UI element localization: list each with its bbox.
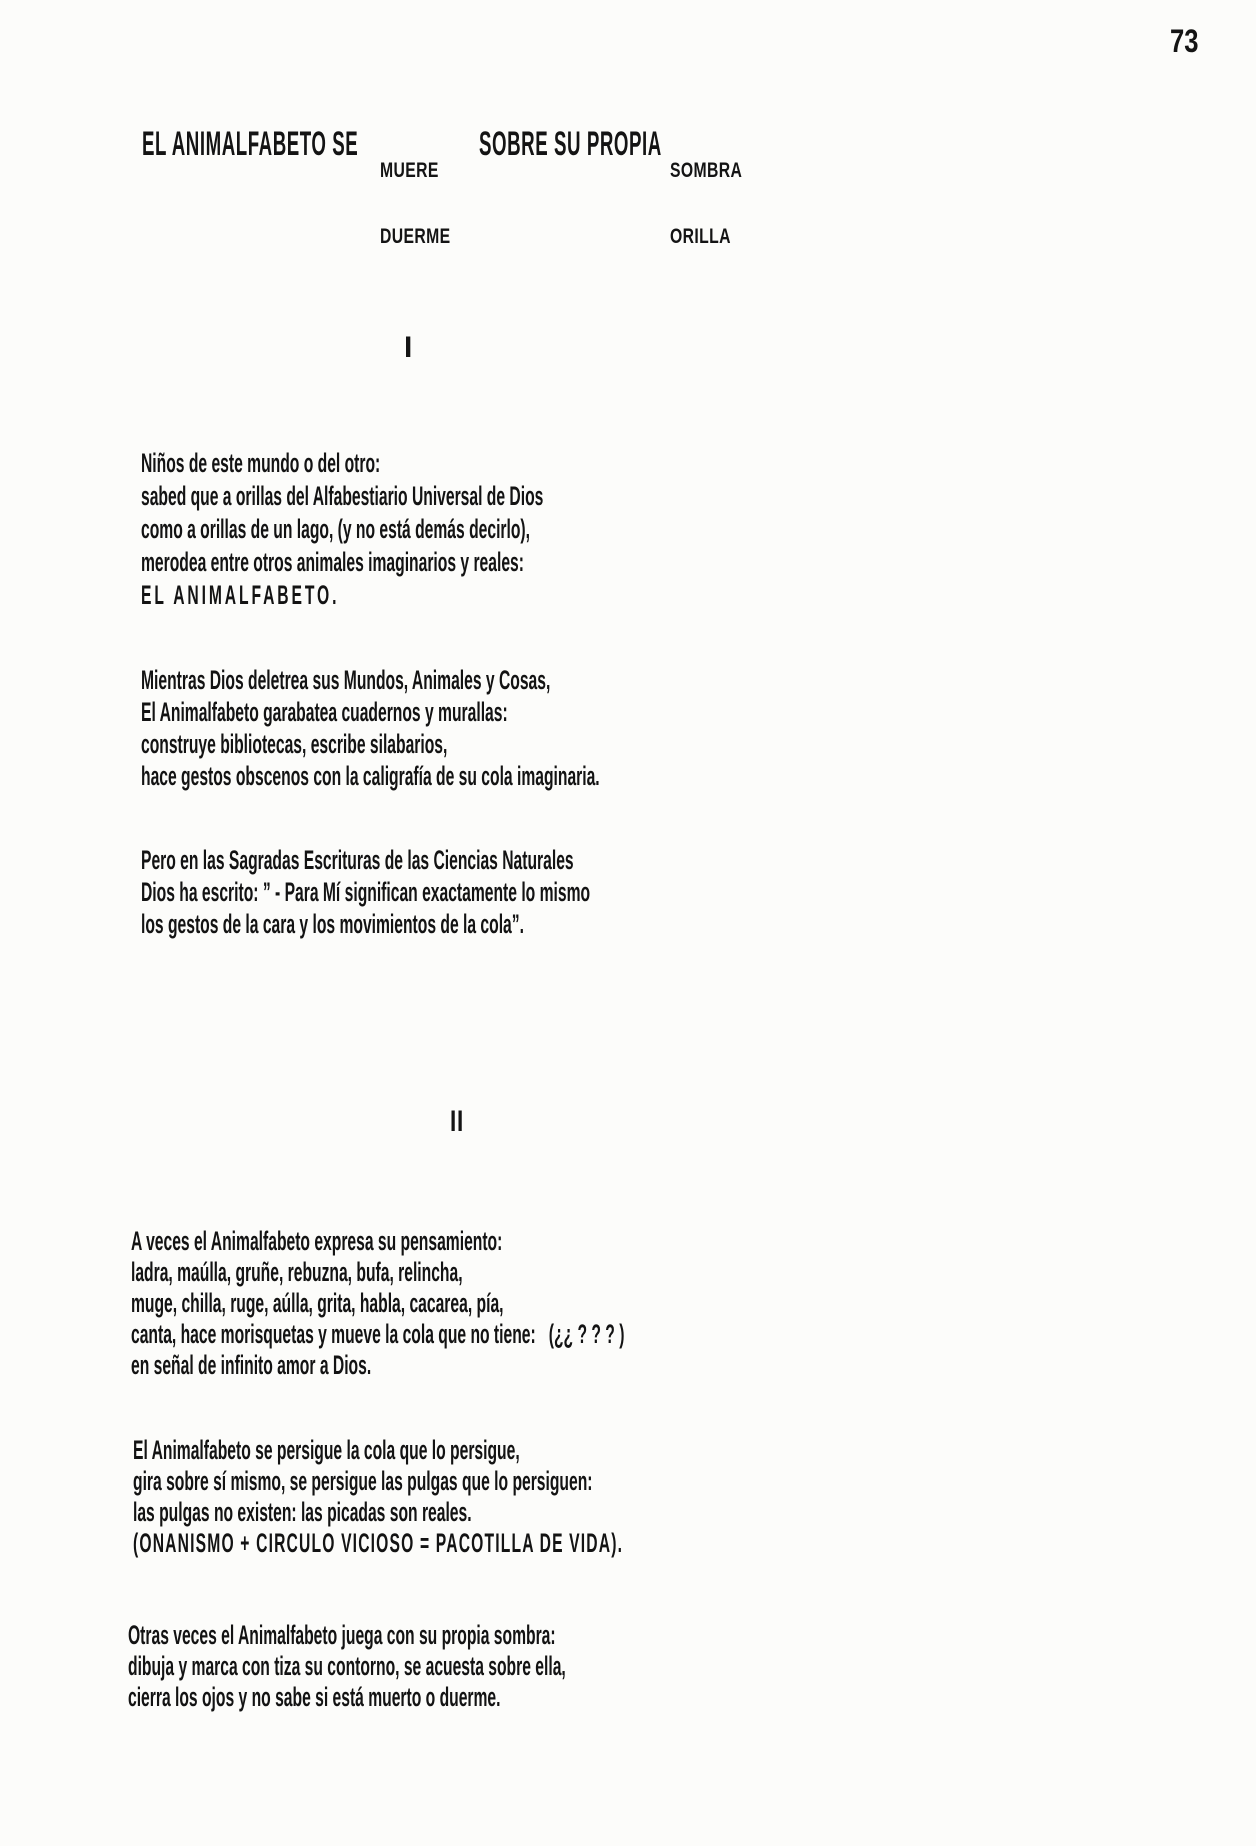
title-stacked-words-2 [670,116,742,292]
title-part-2: SOBRE SU PROPIA [479,125,662,163]
title-stack-word: SOMBRA [670,159,743,182]
stanza-4 [131,1226,624,1381]
poem-line: cierra los ojos y no sabe si está muerto o duerme. [128,1682,501,1712]
poem-line: canta, hace morisquetas y mueve la cola que no tiene: (¿¿ ? ? ? ) [131,1319,625,1349]
poem-line: muge, chilla, ruge, aúlla, grita, habla, cacarea, pía, [131,1288,504,1318]
poem-line: Pero en las Sagradas Escrituras de las Ciencias Naturales [141,845,574,875]
title-stack-word: MUERE [380,159,439,182]
stanza-5 [133,1435,623,1559]
title-stack-word: DUERME [380,225,451,248]
poem-line: los gestos de la cara y los movimientos de la cola”. [141,909,524,939]
poem-line: como a orillas de un lago, (y no está demás decirlo), [141,514,530,544]
title-stacked-words-1 [380,116,451,292]
section-marker-1: I [404,331,413,364]
poem-line: El Animalfabeto se persigue la cola que lo persigue, [133,1435,520,1465]
page-number: 73 [1170,23,1199,59]
poem-line: merodea entre otros animales imaginarios y reales: [141,547,524,577]
title-stack-word: ORILLA [670,225,731,248]
poem-line: gira sobre sí mismo, se persigue las pulgas que lo persiguen: [133,1466,593,1496]
poem-line: construye bibliotecas, escribe silabarios, [141,729,448,759]
section-marker-2: II [450,1105,465,1138]
poem-line: ladra, maúlla, gruñe, rebuzna, bufa, relincha, [131,1257,463,1287]
title-part-1: EL ANIMALFABETO SE [142,125,359,163]
poem-line: Niños de este mundo o del otro: [141,448,381,478]
poem-line: (ONANISMO + CIRCULO VICIOSO = PACOTILLA DE VIDA). [133,1528,624,1558]
poem-line: dibuja y marca con tiza su contorno, se acuesta sobre ella, [128,1651,566,1681]
poem-line: El Animalfabeto garabatea cuadernos y murallas: [141,697,508,727]
poem-line: sabed que a orillas del Alfabestiario Universal de Dios [141,481,544,511]
stanza-2 [141,664,600,792]
poem-line: Otras veces el Animalfabeto juega con su propia sombra: [128,1620,556,1650]
poem-line: EL ANIMALFABETO. [141,580,340,610]
stanza-3 [141,844,590,940]
stanza-6 [128,1620,566,1713]
poem-line: A veces el Animalfabeto expresa su pensamiento: [131,1226,503,1256]
poem-line: Dios ha escrito: ” - Para Mí significan exactamente lo mismo [141,877,591,907]
poem-line: hace gestos obscenos con la caligrafía de su cola imaginaria. [141,761,600,791]
poem-line: las pulgas no existen: las picadas son reales. [133,1497,472,1527]
poem-line: en señal de infinito amor a Dios. [131,1350,372,1380]
poem-line: Mientras Dios deletrea sus Mundos, Animales y Cosas, [141,665,551,695]
stanza-1 [141,447,543,612]
